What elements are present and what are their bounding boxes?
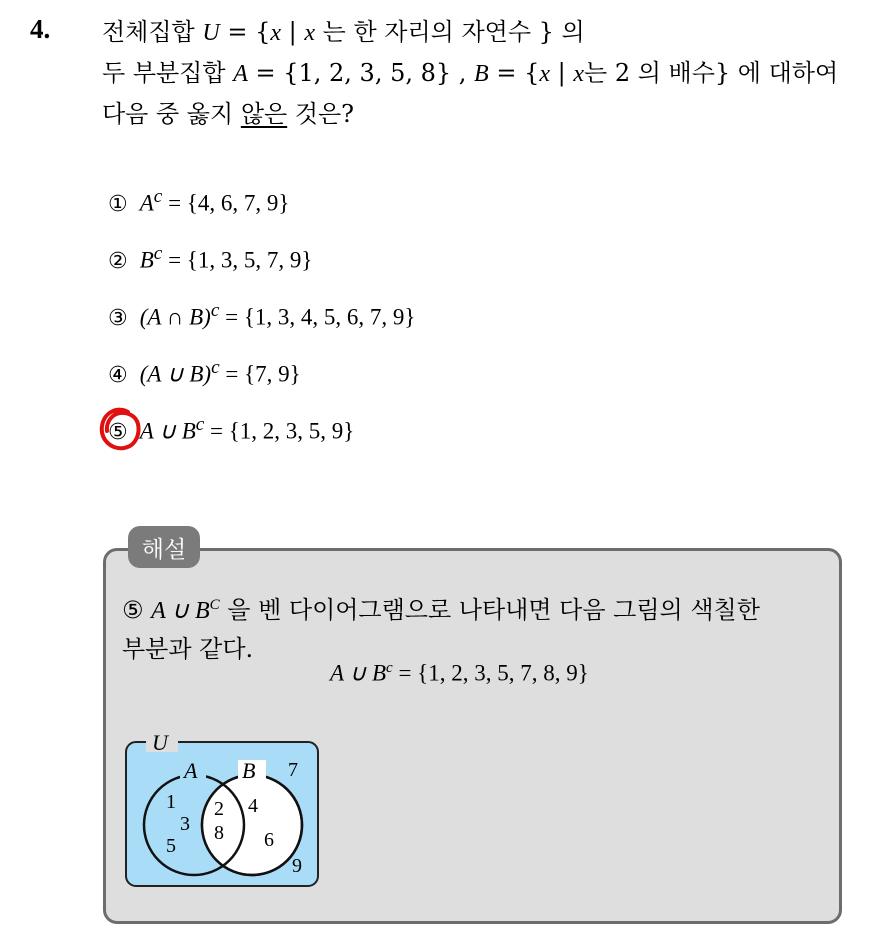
- element-3: 3: [180, 813, 190, 835]
- element-7: 7: [288, 759, 298, 781]
- stem-line-1: 전체집합 U = {x | x 는 한 자리의 자연수 } 의: [102, 18, 585, 46]
- set-a-label: A: [184, 758, 198, 783]
- element-1: 1: [166, 791, 176, 813]
- element-8: 8: [214, 822, 224, 844]
- element-2: 2: [214, 798, 224, 820]
- question-number: 4.: [30, 14, 51, 44]
- element-9: 9: [292, 855, 302, 877]
- element-6: 6: [264, 829, 274, 851]
- choice-5[interactable]: ⑤ A ∪ $B^c = \{1$, 2, 3, 5, 9}: [108, 414, 355, 445]
- venn-diagram: [124, 730, 324, 892]
- solution-text: [122, 586, 822, 668]
- solution-line-2: 부분과 같다.: [122, 635, 254, 663]
- question-stem: [102, 12, 862, 134]
- stem-line-3: 다음 중 옳지 않은 것은?: [102, 100, 355, 128]
- choice-2[interactable]: ② $B^c = \{1$, 3, 5, 7, 9}: [108, 243, 313, 274]
- solution-tab: 해설: [128, 526, 200, 568]
- element-5: 5: [166, 835, 176, 857]
- choice-1[interactable]: ① $A^c = \{4$, 6, 7, 9}: [108, 186, 290, 217]
- choice-3[interactable]: ③ (A ∩ B)$^c$ = {1, 3, 4, 5, 6, 7, 9}: [108, 300, 416, 331]
- choice-4[interactable]: ④ (A ∪ B)$^c$ = {7, 9}: [108, 357, 301, 388]
- solution-formula: A ∪ $B^c = \{1$, 2, 3, 5, 7, 8, 9}: [330, 660, 589, 686]
- solution-line-1: ⑤ A ∪ $B^C$ 을 벤 다이어그램으로 나타내면 다음 그림의 색칠한: [122, 596, 760, 624]
- answer-circle-mark: [98, 406, 142, 452]
- universe-label: U: [152, 730, 168, 755]
- stem-line-2: 두 부분집합 A = {1, 2, 3, 5, 8} , B = {x | x는 2 의 배수} 에 대하여: [102, 59, 839, 87]
- emphasis-underline: 않은: [240, 100, 288, 128]
- set-b-label: B: [242, 758, 256, 783]
- element-4: 4: [248, 795, 258, 817]
